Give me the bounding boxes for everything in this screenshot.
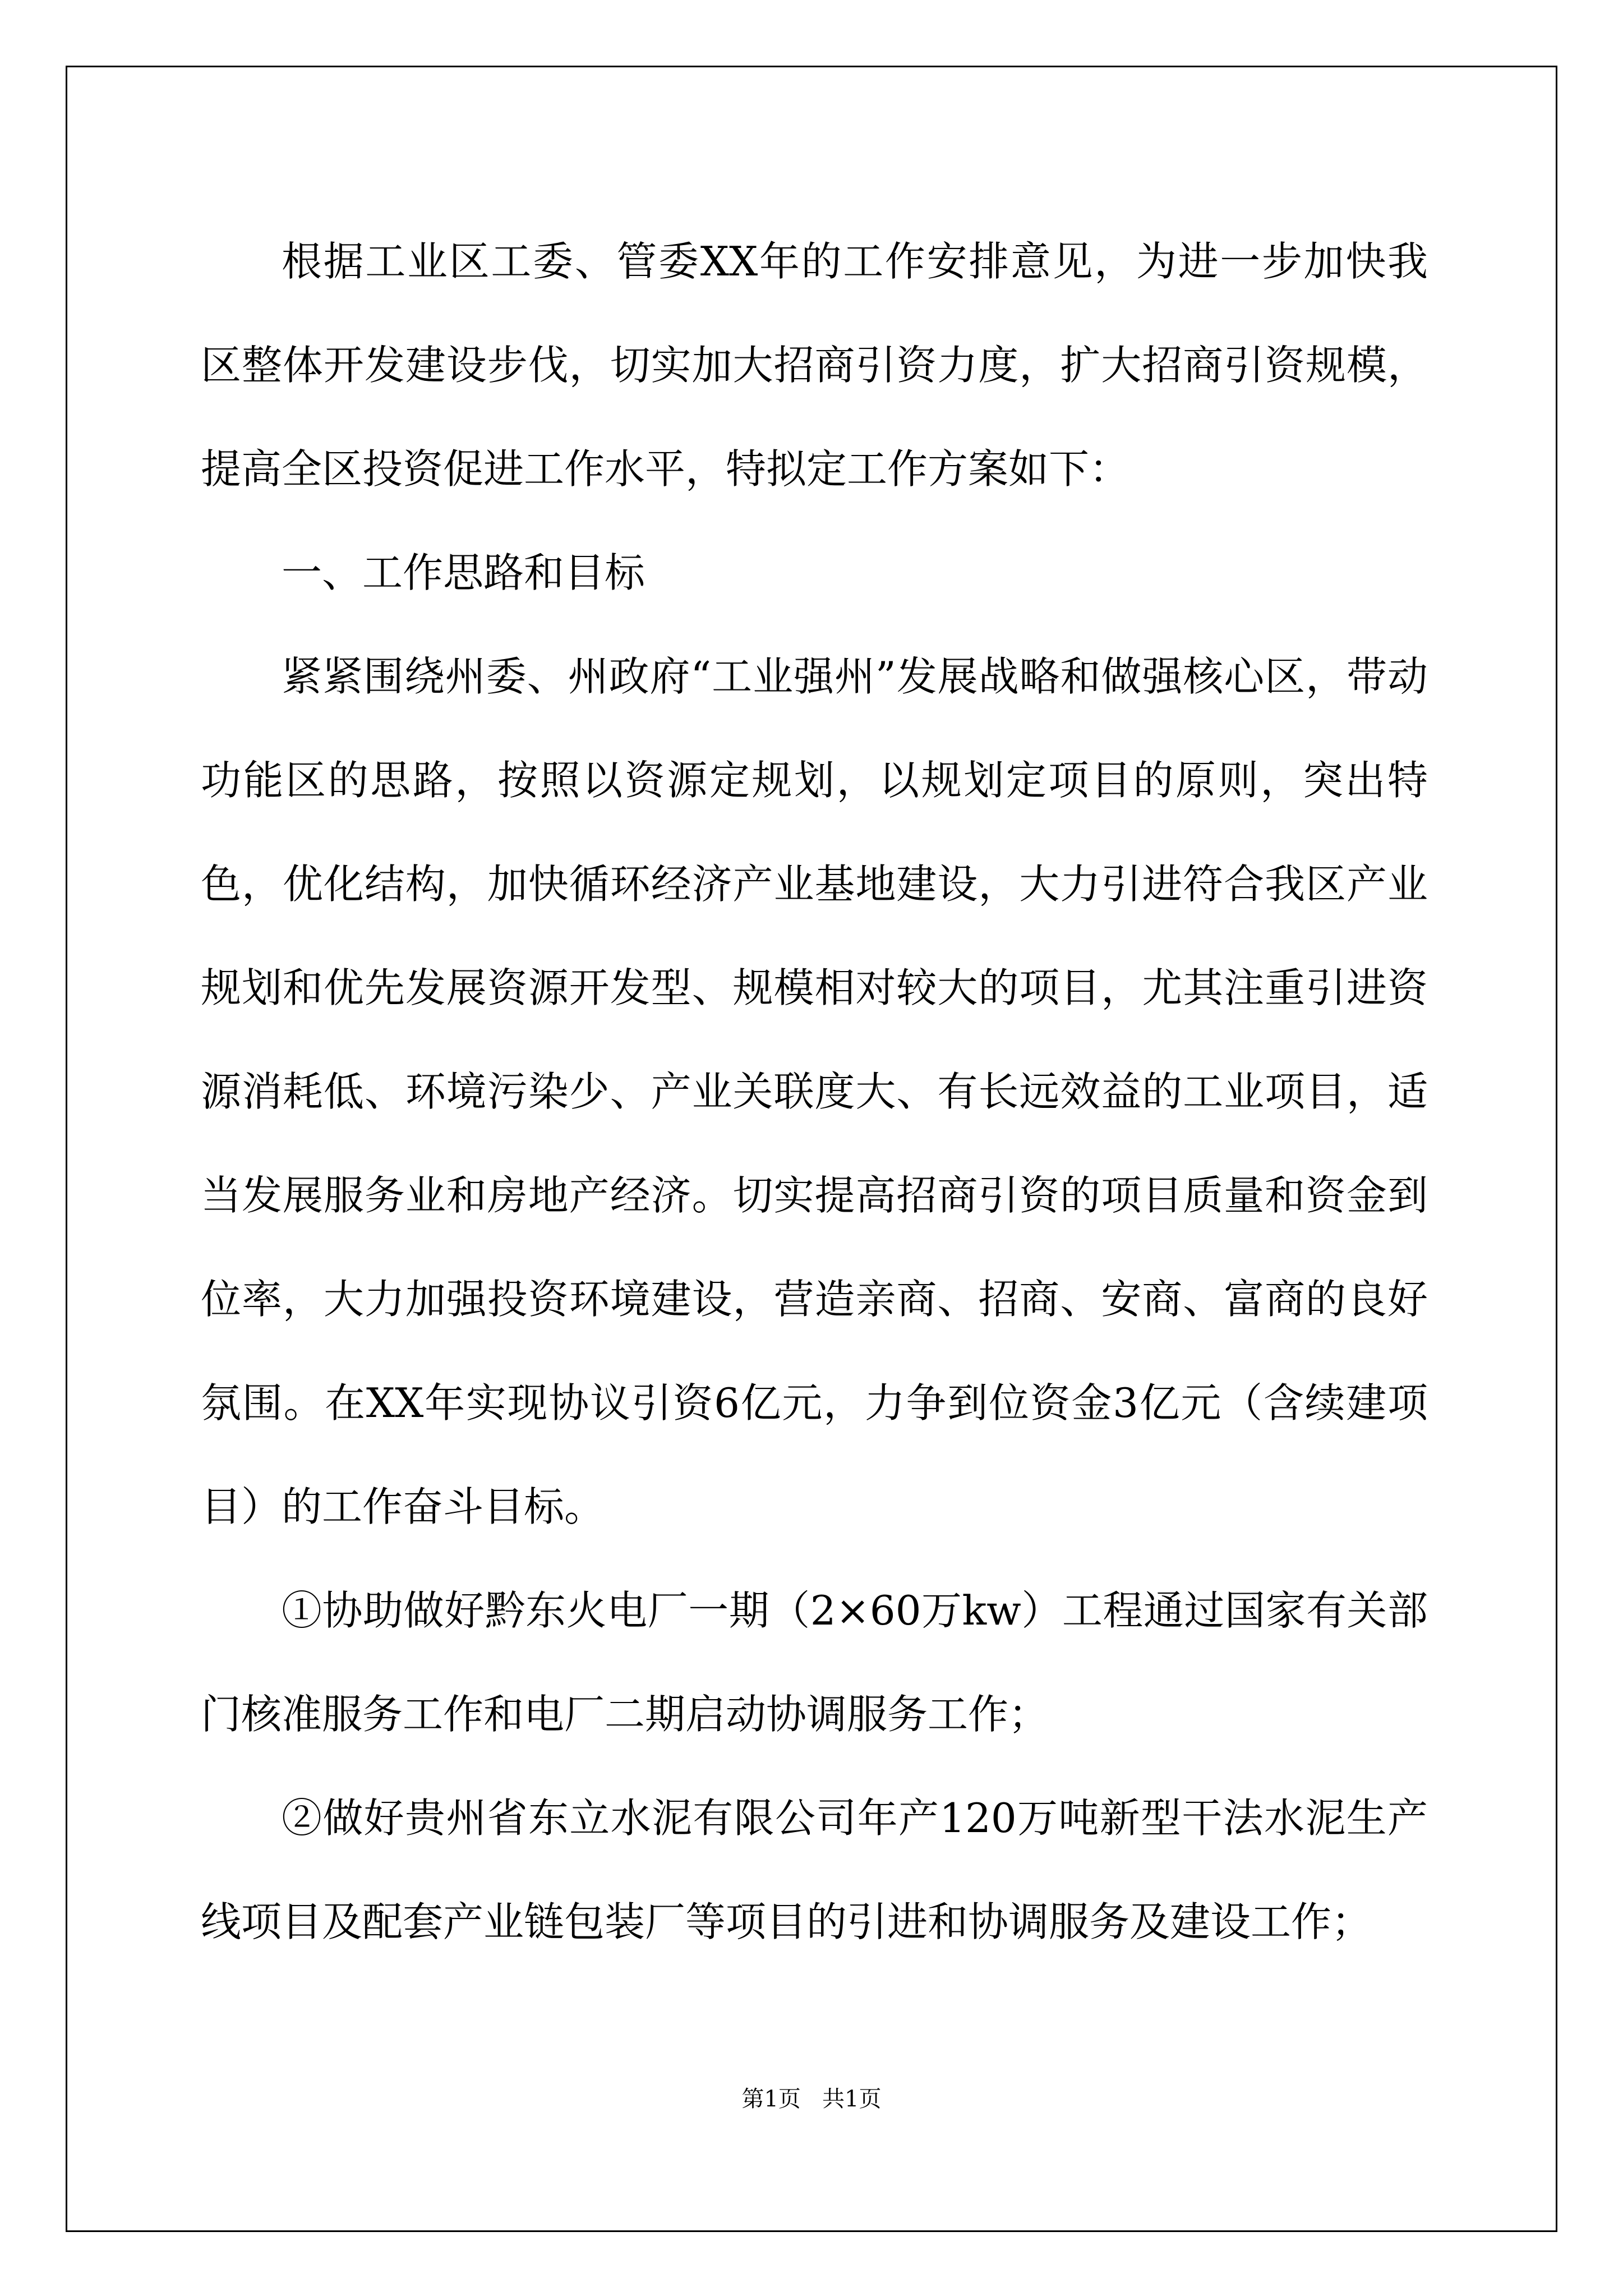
item-1-paragraph: ①协助做好黔东火电厂一期（2×60万kw）工程通过国家有关部门核准服务工作和电厂二期启动协调服务工作； <box>201 1587 1428 1738</box>
document-body <box>201 210 1428 1974</box>
goals-paragraph: 紧紧围绕州委、州政府“工业强州”发展战略和做强核心区，带动功能区的思路，按照以资源定规划，以规划定项目的原则，突出特色，优化结构，加快循环经济产业基地建设，大力引进符合我区产业规划和优先发展资源开发型、规模相对较大的项目，尤其注重引进资源消耗低、环境污染少、产业关联度大、有长远效益的工业项目，适当发展服务业和房地产经济。切实提高招商引资的项目质量和资金到位率，大力加强投资环境建设，营造亲商、招商、安商、富商的良好氛围。在XX年实现协议引资6亿元，力争到位资金3亿元（含续建项目）的工作奋斗目标。 <box>201 653 1428 1530</box>
intro-paragraph: 根据工业区工委、管委XX年的工作安排意见，为进一步加快我区整体开发建设步伐，切实加大招商引资力度，扩大招商引资规模，提高全区投资促进工作水平，特拟定工作方案如下： <box>201 238 1428 493</box>
page-number-footer: 第1页 共1页 <box>741 2086 882 2112</box>
section-heading-work-ideas: 一、工作思路和目标 <box>282 549 645 596</box>
item-2-paragraph: ②做好贵州省东立水泥有限公司年产120万吨新型干法水泥生产线项目及配套产业链包装厂等项目的引进和协调服务及建设工作； <box>201 1795 1428 1945</box>
